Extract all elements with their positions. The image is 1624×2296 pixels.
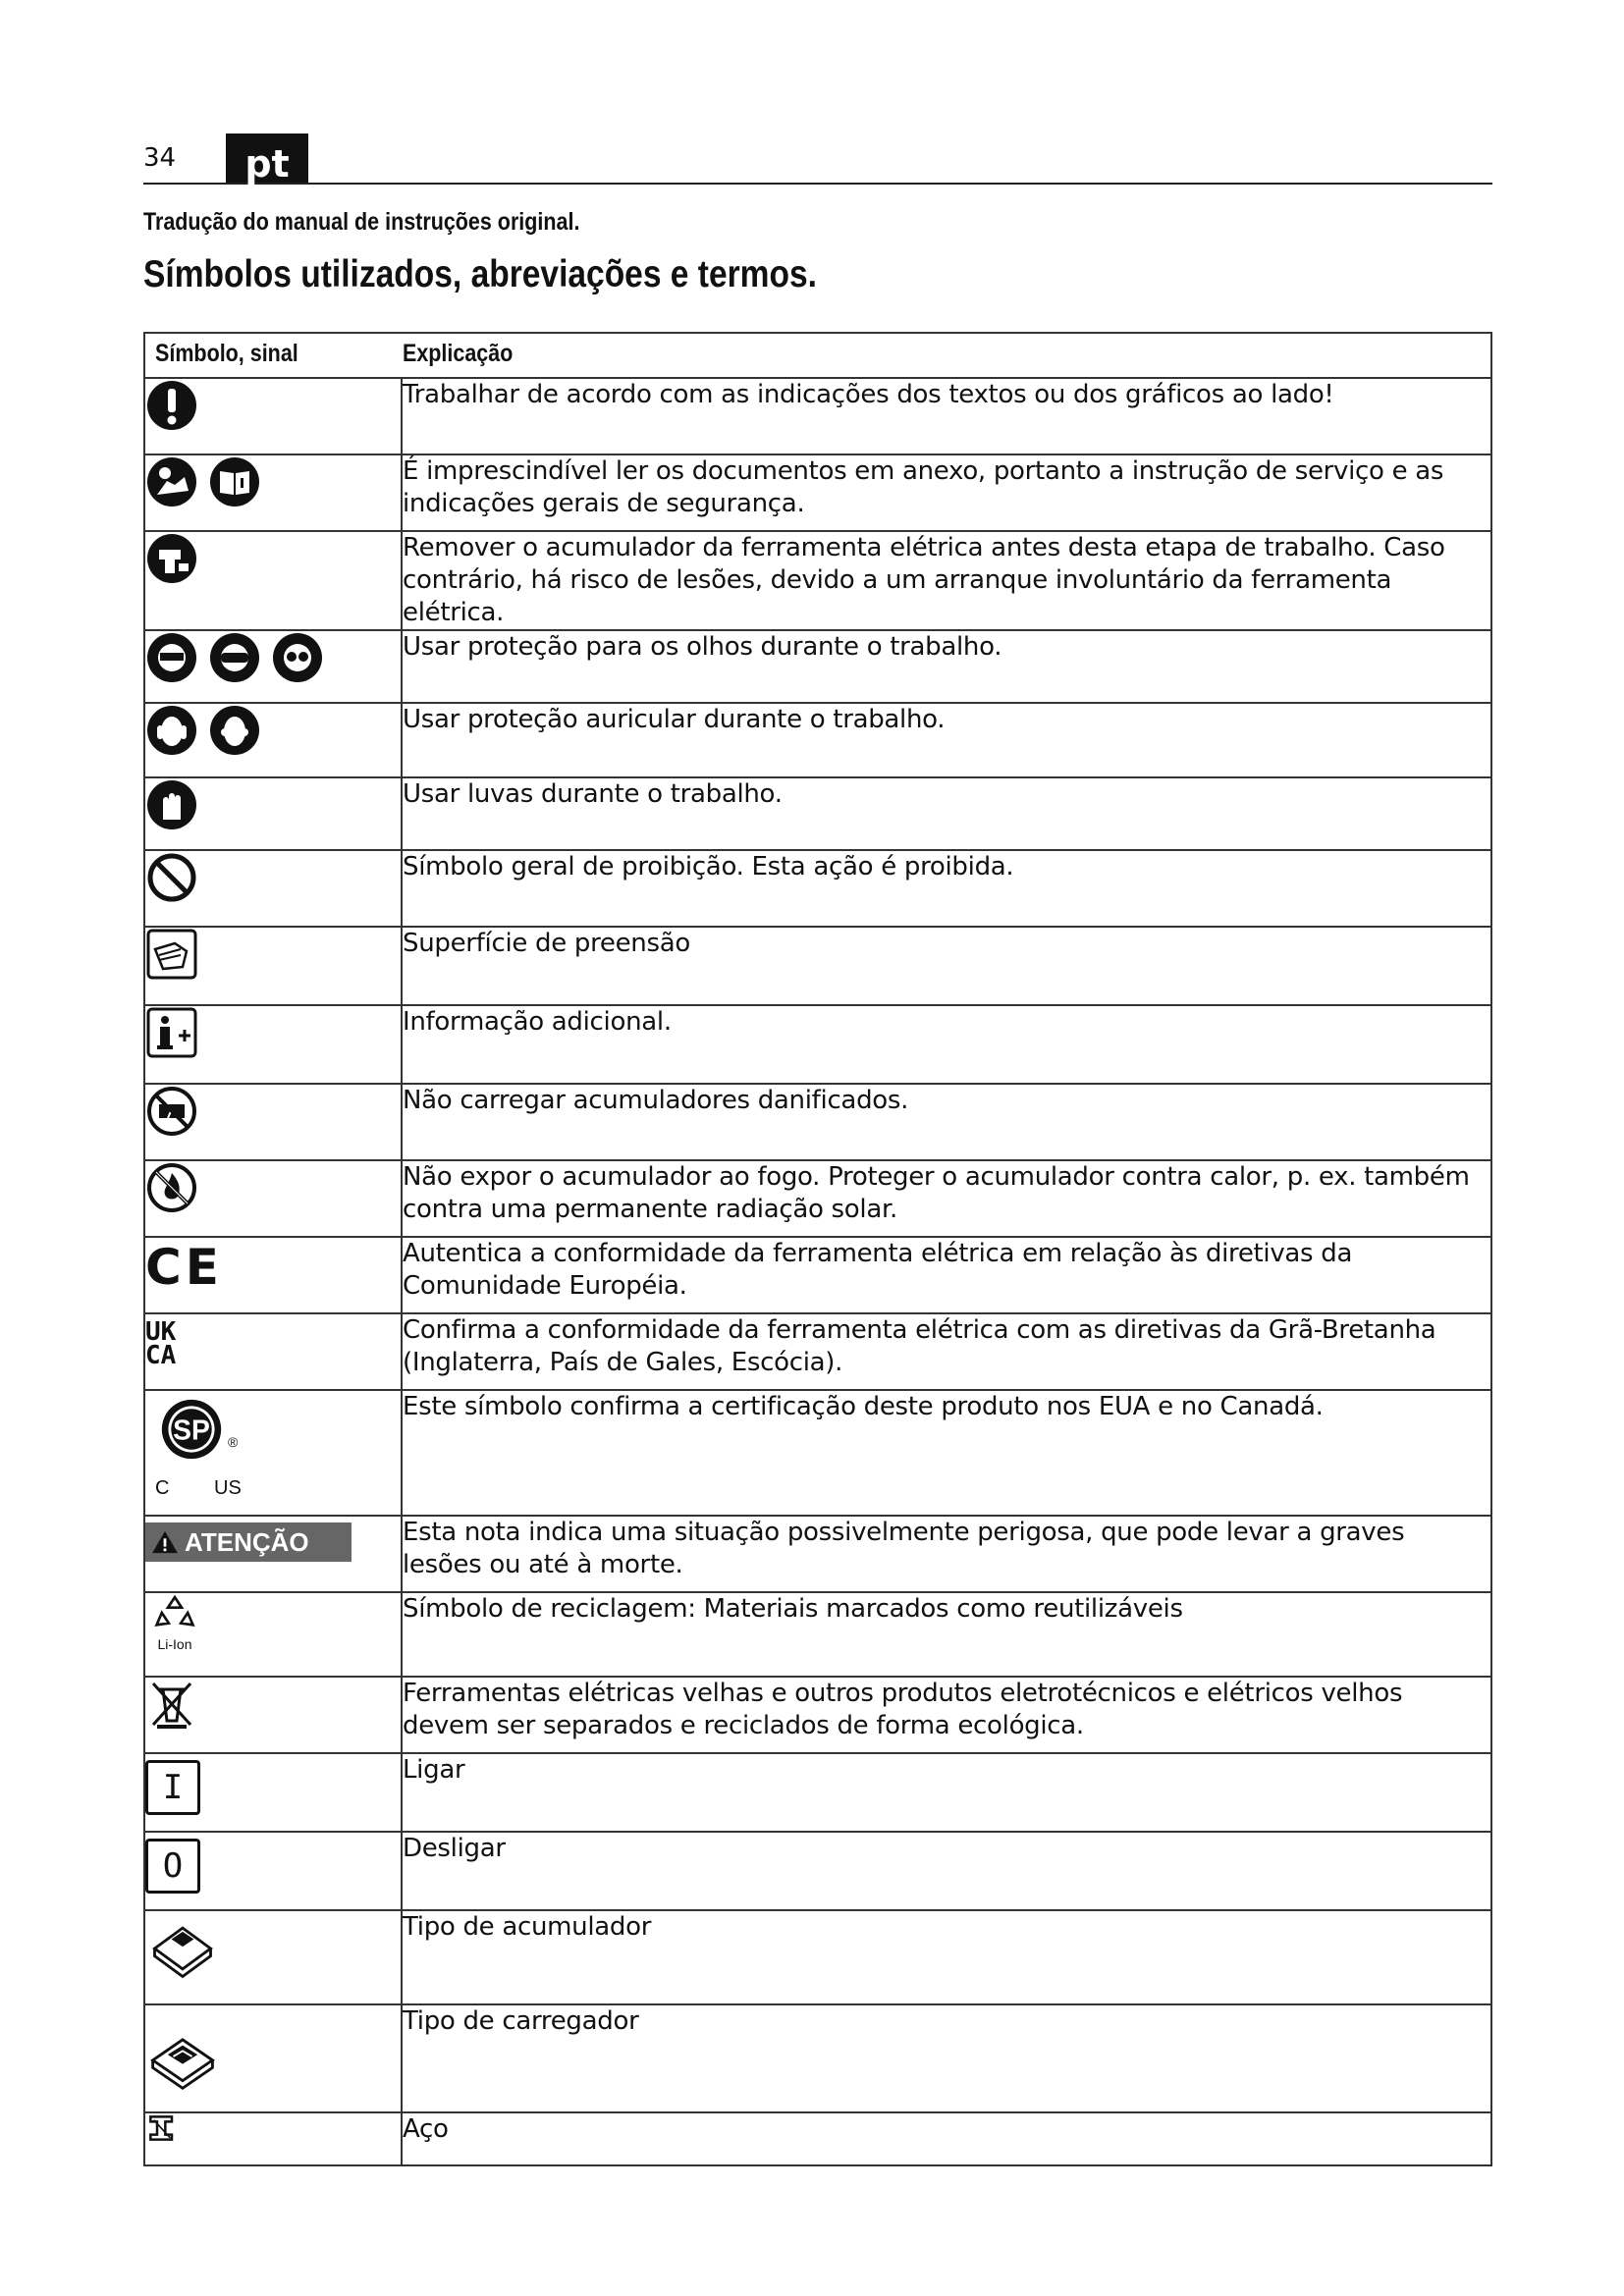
table-row xyxy=(144,1753,1491,1832)
explanation-cell: Esta nota indica uma situação possivelmente perigosa, que pode levar a graves lesões ou até à morte. xyxy=(402,1516,1491,1592)
explanation-cell: Não expor o acumulador ao fogo. Proteger o acumulador contra calor, p. ex. também contra uma permanente radiação solar. xyxy=(402,1160,1491,1237)
no-fire-icon xyxy=(145,1161,198,1214)
table-row xyxy=(144,1313,1491,1390)
explanation-cell: Não carregar acumuladores danificados. xyxy=(402,1084,1491,1160)
ear-plugs-icon xyxy=(208,704,261,757)
battery-type-icon xyxy=(145,1911,220,1986)
symbol-cell xyxy=(144,1677,402,1753)
power-off-icon xyxy=(145,1839,200,1894)
ear-protection-icon xyxy=(145,704,401,757)
table-row xyxy=(144,850,1491,927)
symbol-cell xyxy=(144,454,402,531)
column-header-symbol: Símbolo, sinal xyxy=(155,340,298,367)
power-off-label: O xyxy=(162,1846,184,1886)
symbol-cell xyxy=(144,531,402,630)
symbol-cell xyxy=(144,1084,402,1160)
table-row xyxy=(144,1160,1491,1237)
additional-info-icon xyxy=(145,1006,198,1059)
explanation-cell: Símbolo de reciclagem: Materiais marcados como reutilizáveis xyxy=(402,1592,1491,1677)
manual-book-icon xyxy=(208,455,261,508)
warning-label-text: ATENÇÃO xyxy=(185,1527,309,1557)
ear-muffs-icon xyxy=(145,704,198,757)
weee-bin-icon xyxy=(145,1678,198,1731)
symbol-cell xyxy=(144,1592,402,1677)
table-header-row xyxy=(144,333,1491,378)
mandatory-action-icon xyxy=(145,379,198,432)
table-row xyxy=(144,2004,1491,2112)
warning-triangle-icon xyxy=(151,1530,179,1554)
table-row xyxy=(144,777,1491,850)
ukca-top-label: UK xyxy=(145,1317,177,1347)
explanation-cell: Ferramentas elétricas velhas e outros produtos eletrotécnicos e elétricos velhos devem ser separados e reciclados de forma ecológica. xyxy=(402,1677,1491,1753)
table-row xyxy=(144,1005,1491,1084)
explanation-cell: Usar proteção para os olhos durante o trabalho. xyxy=(402,630,1491,703)
recycling-label: Li-Ion xyxy=(157,1636,192,1652)
explanation-cell: Desligar xyxy=(402,1832,1491,1910)
charger-type-icon xyxy=(145,2019,220,2094)
csa-letters: SP xyxy=(173,1414,210,1446)
no-damaged-battery-icon xyxy=(145,1085,198,1138)
symbol-cell xyxy=(144,1910,402,2004)
steel-icon xyxy=(145,2113,179,2143)
symbol-cell xyxy=(144,850,402,927)
explanation-cell: Ligar xyxy=(402,1753,1491,1832)
recycling-icon xyxy=(145,1593,204,1651)
explanation-cell: Remover o acumulador da ferramenta elétrica antes desta etapa de trabalho. Caso contrário, há risco de lesões, devido a um arranque involuntário da ferramenta elétrica. xyxy=(402,531,1491,630)
read-instructions-person-icon xyxy=(145,455,198,508)
table-row xyxy=(144,630,1491,703)
goggles-icon xyxy=(208,631,261,684)
table-row xyxy=(144,378,1491,454)
table-row xyxy=(144,927,1491,1005)
table-row xyxy=(144,703,1491,777)
prohibition-icon xyxy=(145,851,198,904)
explanation-cell: Superfície de preensão xyxy=(402,927,1491,1005)
table-row xyxy=(144,531,1491,630)
ce-mark-icon: CE xyxy=(145,1239,223,1296)
remove-battery-icon xyxy=(145,532,198,585)
table-row xyxy=(144,1832,1491,1910)
explanation-cell: Tipo de carregador xyxy=(402,2004,1491,2112)
table-row xyxy=(144,1910,1491,2004)
document-subtitle: Tradução do manual de instruções original. xyxy=(143,208,580,236)
symbol-cell xyxy=(144,630,402,703)
symbol-cell xyxy=(144,2112,402,2165)
symbol-cell xyxy=(144,1832,402,1910)
page-title: Símbolos utilizados, abreviações e termos. xyxy=(143,253,817,295)
symbol-cell xyxy=(144,777,402,850)
table-header xyxy=(144,333,1491,378)
symbol-cell xyxy=(144,1160,402,1237)
table-row xyxy=(144,1516,1491,1592)
language-badge: pt xyxy=(226,133,308,183)
table-row xyxy=(144,454,1491,531)
symbol-cell xyxy=(144,703,402,777)
symbol-cell xyxy=(144,1005,402,1084)
explanation-cell: Trabalhar de acordo com as indicações dos textos ou dos gráficos ao lado! xyxy=(402,378,1491,454)
symbol-cell xyxy=(144,1516,402,1592)
symbol-cell xyxy=(144,1237,402,1313)
explanation-cell: Tipo de acumulador xyxy=(402,1910,1491,2004)
table-row xyxy=(144,1592,1491,1677)
recycling-arrows-icon xyxy=(153,1593,196,1632)
table-row xyxy=(144,1390,1491,1516)
page-number: 34 xyxy=(143,143,177,173)
power-on-label: I xyxy=(162,1768,184,1807)
eye-protection-icon xyxy=(145,631,401,684)
column-header-explanation: Explicação xyxy=(403,340,514,367)
table-row xyxy=(144,1237,1491,1313)
table-row xyxy=(144,1677,1491,1753)
explanation-cell: Este símbolo confirma a certificação deste produto nos EUA e no Canadá. xyxy=(402,1390,1491,1516)
symbol-cell xyxy=(144,378,402,454)
safety-glasses-icon xyxy=(271,631,324,684)
page-header xyxy=(143,133,1492,185)
explanation-cell: Confirma a conformidade da ferramenta elétrica com as diretivas da Grã-Bretanha (Inglaterra, País de Gales, Escócia). xyxy=(402,1313,1491,1390)
ukca-bottom-label: CA xyxy=(145,1341,177,1370)
power-on-icon xyxy=(145,1760,200,1815)
registered-mark-icon: ® xyxy=(228,1434,239,1450)
explanation-cell: Usar luvas durante o trabalho. xyxy=(402,777,1491,850)
csa-circle-icon xyxy=(159,1397,224,1462)
grip-surface-icon xyxy=(145,928,198,981)
explanation-cell: Informação adicional. xyxy=(402,1005,1491,1084)
face-shield-icon xyxy=(145,631,198,684)
explanation-cell: Aço xyxy=(402,2112,1491,2165)
gloves-icon xyxy=(145,778,198,831)
symbols-table xyxy=(143,332,1492,2166)
read-manual-icon xyxy=(145,455,401,508)
explanation-cell: É imprescindível ler os documentos em anexo, portanto a instrução de serviço e as indicações gerais de segurança. xyxy=(402,454,1491,531)
symbol-cell xyxy=(144,2004,402,2112)
ukca-mark-icon xyxy=(145,1314,401,1370)
symbol-cell xyxy=(144,1390,402,1516)
warning-label-icon xyxy=(145,1522,352,1562)
symbol-cell xyxy=(144,927,402,1005)
table-row xyxy=(144,2112,1491,2165)
csa-c-label: C xyxy=(155,1477,170,1499)
csa-us-label: US xyxy=(214,1477,242,1499)
explanation-cell: Símbolo geral de proibição. Esta ação é proibida. xyxy=(402,850,1491,927)
csa-mark-icon xyxy=(145,1391,263,1499)
explanation-cell: Autentica a conformidade da ferramenta elétrica em relação às diretivas da Comunidade Européia. xyxy=(402,1237,1491,1313)
symbol-cell xyxy=(144,1313,402,1390)
table-row xyxy=(144,1084,1491,1160)
symbol-cell xyxy=(144,1753,402,1832)
explanation-cell: Usar proteção auricular durante o trabalho. xyxy=(402,703,1491,777)
